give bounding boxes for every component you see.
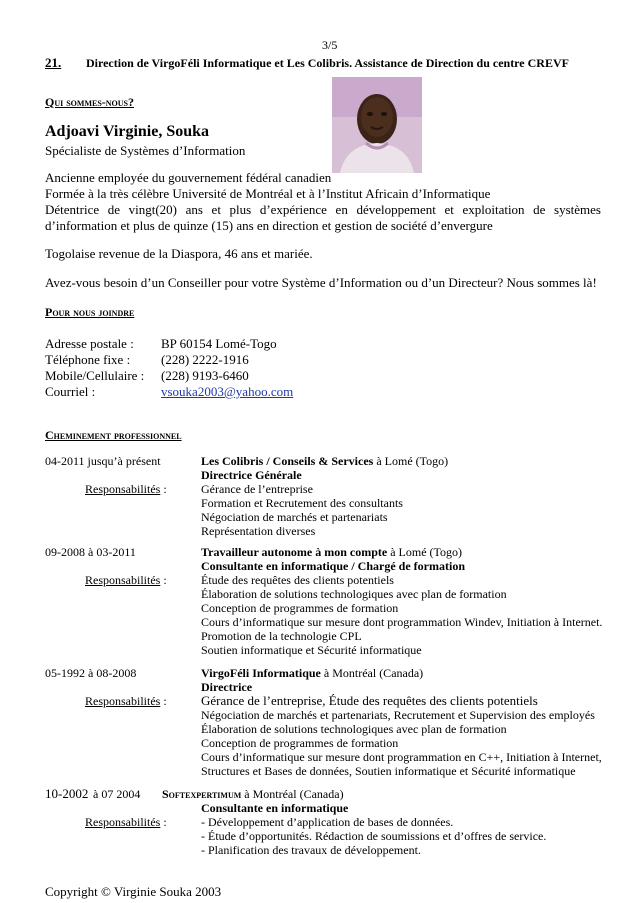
job-1-duty: Négociation de marchés et partenariats [201,510,388,524]
about-line-2: Formée à la très célèbre Université de Montréal et à l’Institut Africain d’Informatique [45,186,491,201]
item-number: 21. [45,55,62,70]
job-2-duty: Soutien informatique et Sécurité informatique [201,643,422,657]
job-1-title: Directrice Générale [201,468,302,482]
person-name: Adjoavi Virginie, Souka [45,123,210,140]
resp-label: Responsabilités [85,573,161,587]
email-link[interactable]: vsouka2003@yahoo.com [161,384,294,399]
job-4-duty: - Planification des travaux de développement. [201,843,421,857]
profile-photo [332,77,422,173]
job-4-resp-label: Responsabilités : [85,815,167,829]
job-3-location: à Montréal (Canada) [320,666,424,680]
job-1-duty: Gérance de l’entreprise [201,482,313,496]
job-3-org: VirgoFéli Informatique [201,666,321,680]
contact-value-mobile: (228) 9193-6460 [161,368,249,383]
job-2-duty: Conception de programmes de formation [201,601,399,615]
contact-label-email: Courriel : [45,384,96,399]
job-1-org: Les Colibris / Conseils & Services [201,454,374,468]
job-2-duty: Promotion de la technologie CPL [201,629,362,643]
contact-label-address: Adresse postale : [45,336,134,351]
job-3-duty: Conception de programmes de formation [201,736,399,750]
about-line-4: d’information et plus de quinze (15) ans en direction et gestion de société d’envergure [45,218,493,233]
job-2-duty: Cours d’informatique sur mesure dont programmation Windev, Initiation à Internet. [201,615,603,629]
resp-label: Responsabilités [85,482,161,496]
job-3-duty: Cours d’informatique sur mesure dont programmation en C++, Initiation à Internet, [201,750,602,764]
job-3-duty: Structures et Bases de données, Soutien informatique et Sécurité informatique [201,764,576,778]
job-1-resp-label: Responsabilités : [85,482,167,496]
job-2-duty: Élaboration de solutions technologiques avec plan de formation [201,587,507,601]
contact-value-phone: (228) 2222-1916 [161,352,249,367]
job-4-title: Consultante en informatique [201,801,349,815]
footer-copyright: Copyright © Virginie Souka 2003 [45,884,222,899]
job-2-location: à Lomé (Togo) [387,545,463,559]
job-3-resp-label: Responsabilités : [85,694,167,708]
resp-label: Responsabilités [85,694,161,708]
job-1-duty: Représentation diverses [201,524,316,538]
job-4-location: à Montréal (Canada) [241,787,344,801]
job-3-duty: Négociation de marchés et partenariats, Recrutement et Supervision des employés [201,708,595,722]
career-heading: Cheminement professionnel [45,428,182,442]
contact-label-mobile: Mobile/Cellulaire : [45,368,145,383]
job-1-location: à Lomé (Togo) [373,454,449,468]
person-role: Spécialiste de Systèmes d’Information [45,143,246,158]
job-1-duty: Formation et Recrutement des consultants [201,496,403,510]
about-heading: Qui sommes-nous? [45,95,135,109]
about-origin: Togolaise revenue de la Diaspora, 46 ans et mariée. [45,246,313,261]
job-1-period: 04-2011 jusqu’à présent [45,454,161,468]
job-4-period-start: 10-2002 [45,786,89,801]
job-4-duty: - Étude d’opportunités. Rédaction de soumissions et d’offres de service. [201,829,547,843]
contact-value-address: BP 60154 Lomé-Togo [161,336,277,351]
about-line-3: Détentrice de vingt(20) ans et plus d’expérience en développement et exploitation de systèmes [45,202,601,217]
job-3-header [201,666,423,681]
job-2-period: 09-2008 à 03-2011 [45,545,136,559]
job-1-header [201,454,448,469]
about-pitch: Avez-vous besoin d’un Conseiller pour votre Système d’Information ou d’un Directeur? Nous sommes là! [45,275,597,290]
job-4-duty: - Développement d’application de bases de données. [201,815,454,829]
job-4-header [162,787,344,802]
resp-label: Responsabilités [85,815,161,829]
item-title: Direction de VirgoFéli Informatique et Les Colibris. Assistance de Direction du centre CREVF [86,56,569,70]
job-2-org: Travailleur autonome à mon compte [201,545,388,559]
job-3-duty: Élaboration de solutions technologiques avec plan de formation [201,722,507,736]
contact-label-phone: Téléphone fixe : [45,352,131,367]
job-4-org: Softexpertimum [162,787,242,801]
page-number: 3/5 [322,38,338,52]
job-2-resp-label: Responsabilités : [85,573,167,587]
job-2-duty: Étude des requêtes des clients potentiels [201,573,394,587]
job-2-header [201,545,462,560]
job-2-title: Consultante en informatique / Chargé de formation [201,559,465,573]
job-3-period: 05-1992 à 08-2008 [45,666,137,680]
job-3-duty: Gérance de l’entreprise, Étude des requêtes des clients potentiels [201,693,538,708]
job-4-period-end: à 07 2004 [93,787,141,801]
about-line-1: Ancienne employée du gouvernement fédéral canadien [45,170,332,185]
contact-heading: Pour nous joindre [45,305,135,319]
job-3-title: Directrice [201,680,253,694]
